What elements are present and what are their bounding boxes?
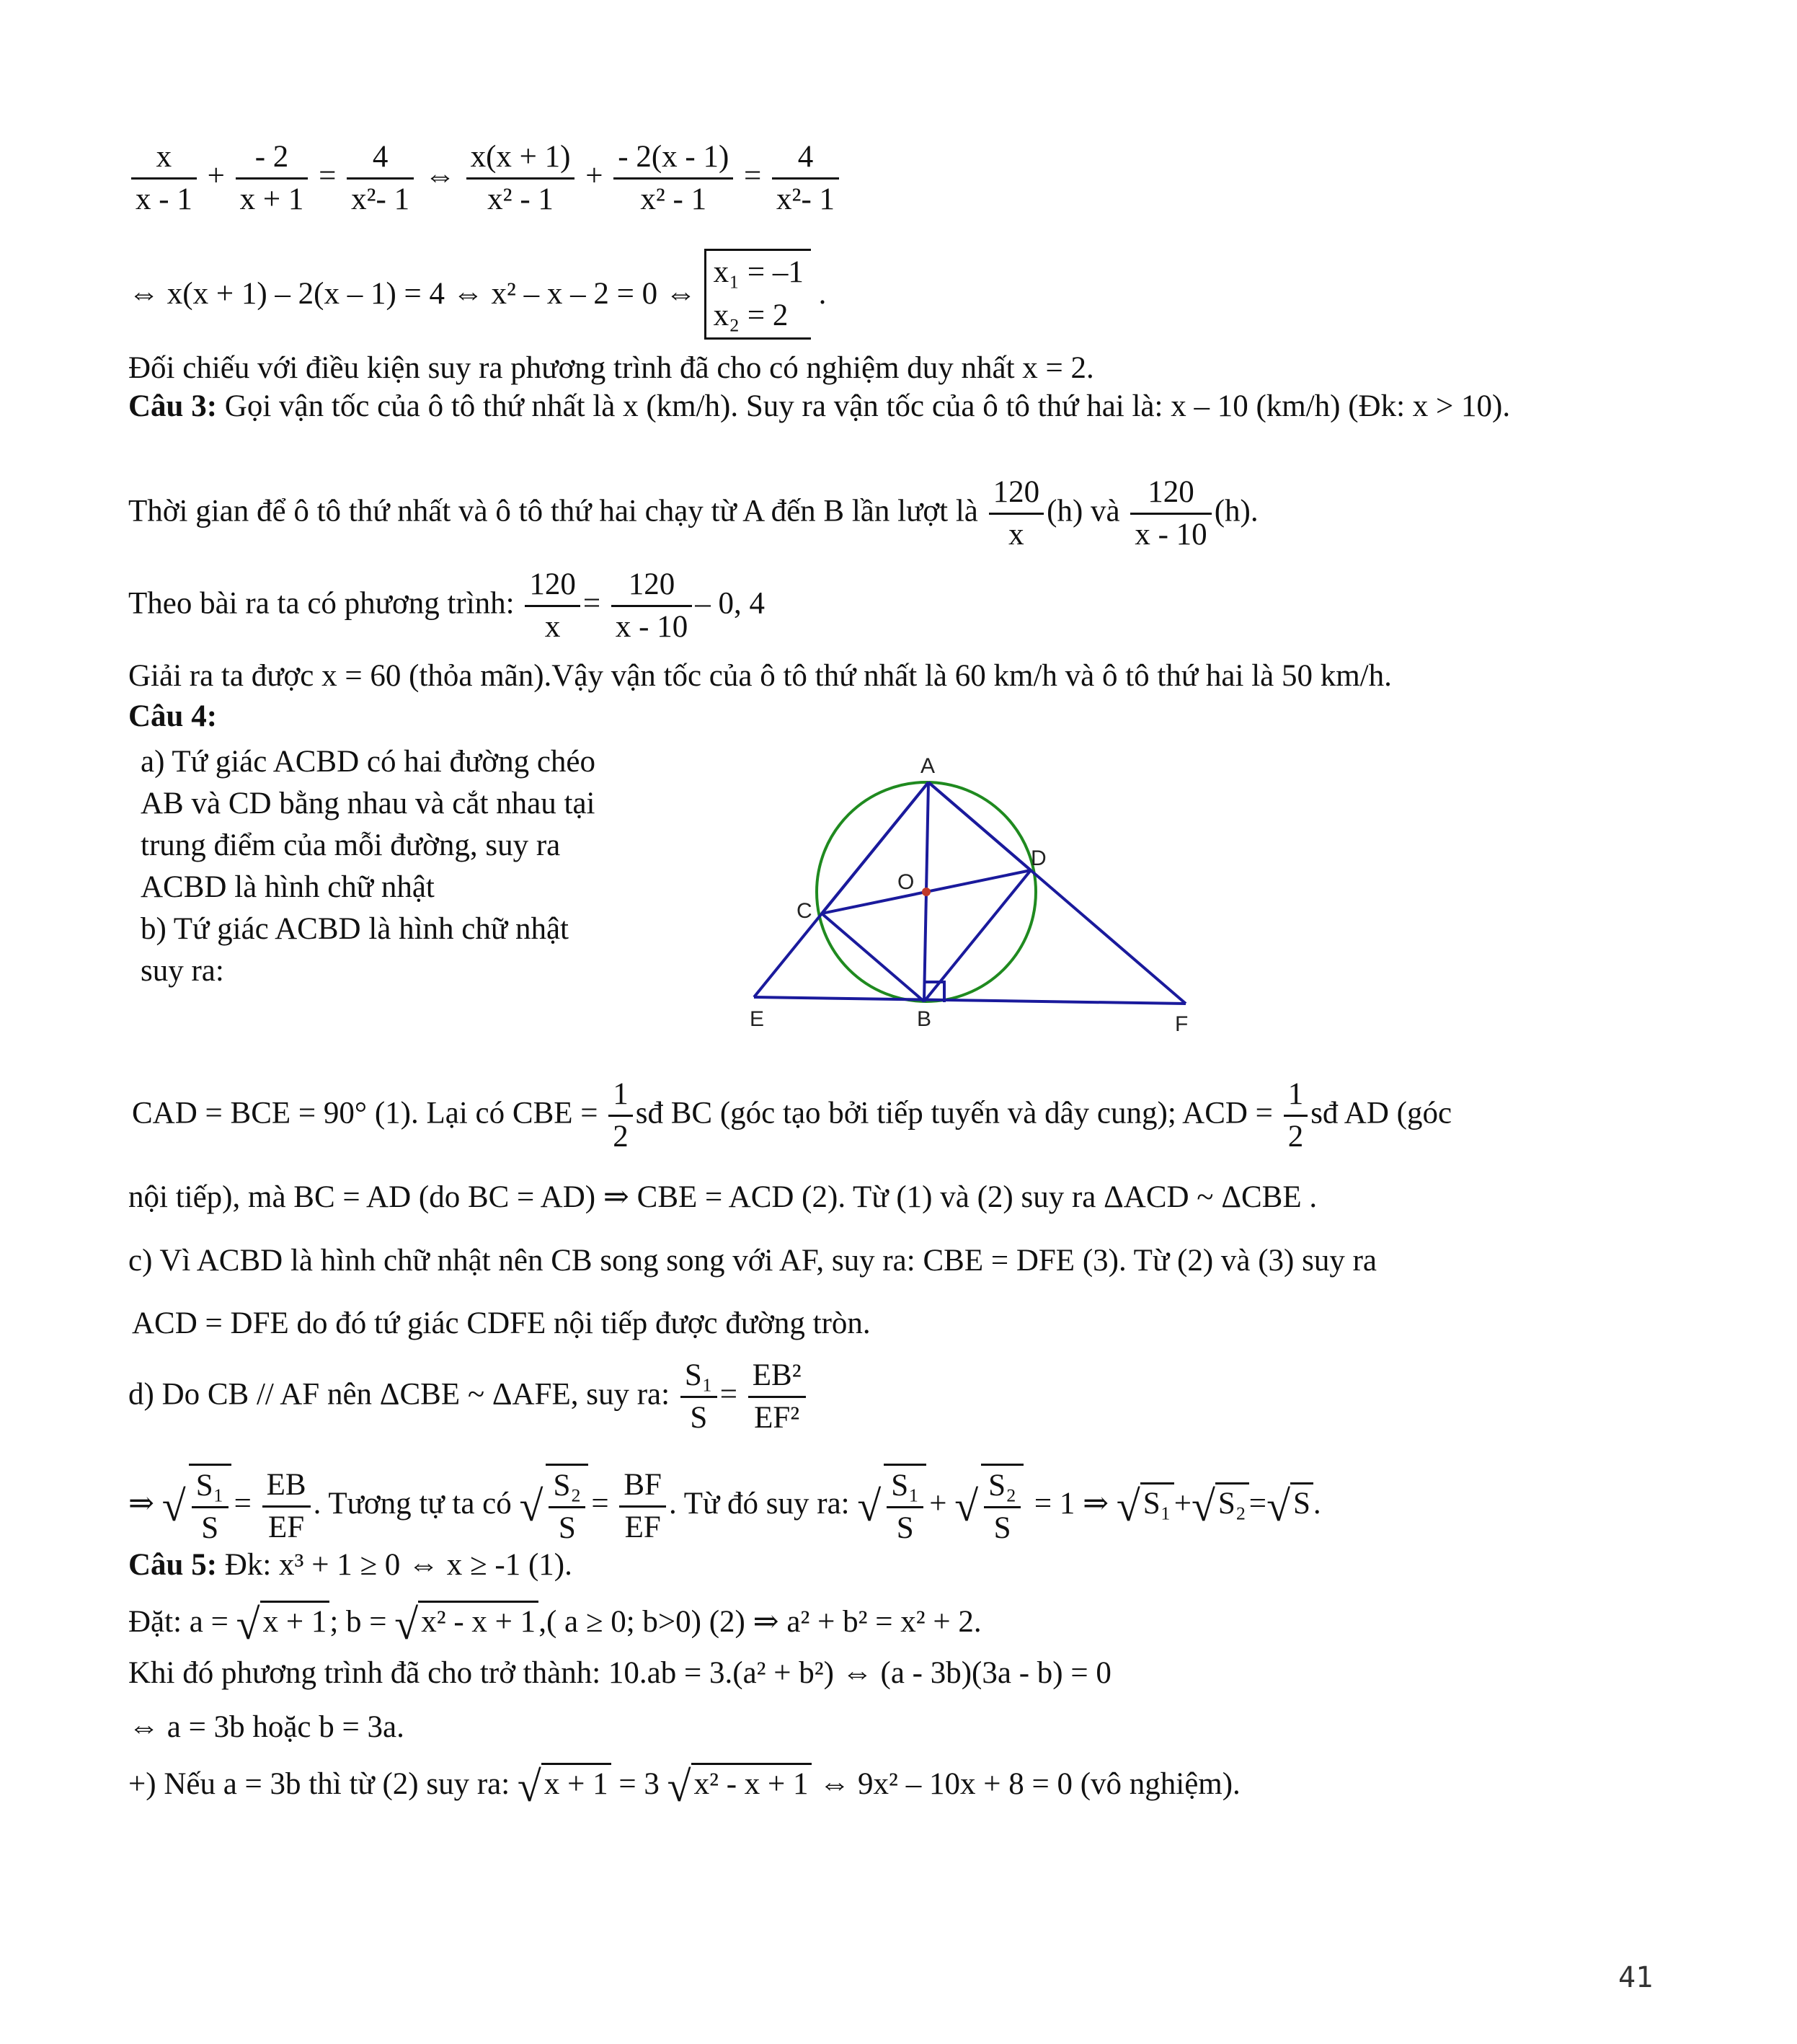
figure-lines — [754, 782, 1186, 1004]
angle-line-2: nội tiếp), mà BC = AD (do BC = AD) ⇒ CBE = ACD (2). Từ (1) và (2) suy ra ΔACD ~ ΔCBE . — [128, 1180, 1318, 1214]
case-1-line: +) Nếu a = 3b thì từ (2) suy ra: √x + 1 = 3 √x² - x + 1 ⇔ 9x² – 10x + 8 = 0 (vô nghiệm). — [128, 1763, 1241, 1811]
sqrt-fraction: $\frac{\text{S₂}}{S}$ — [546, 1464, 588, 1549]
part-d-line-1: d) Do CB // AF nên ΔCBE ~ ΔAFE, suy ra: $\frac{\text{S₁}}{S}$ = $\frac{\text{EB²}}{\text{EF²}}$ — [128, 1355, 809, 1438]
question-label: Câu 5: — [128, 1548, 218, 1582]
sqrt-fraction: $\frac{\text{S₁}}{S}$ — [189, 1464, 231, 1549]
page-number: 41 — [1618, 1961, 1654, 1994]
label-f: F — [1175, 1012, 1189, 1036]
part-c-line-2: ACD = DFE do đó tứ giác CDFE nội tiếp được đường tròn. — [132, 1306, 871, 1340]
fraction: $\frac{1}{2}$ — [1284, 1074, 1308, 1157]
fraction: $\frac{BF}{EF}$ — [619, 1465, 666, 1548]
cau-4-label: Câu 4: — [128, 699, 218, 733]
fraction: $\frac{4}{\text{x²- 1}}$ — [772, 137, 839, 220]
fraction: $\frac{x(x + 1)}{\text{x² - 1}}$ — [466, 137, 575, 220]
equation-line-2: ⇔ x(x + 1) – 2(x – 1) = 4 ⇔ x² – x – 2 = 0 ⇔ x₁ = –1 x₂ = 2 . — [128, 249, 826, 340]
geometry-figure — [728, 750, 1218, 1038]
label-a: A — [920, 754, 936, 778]
center-point — [922, 888, 931, 896]
label-c: C — [797, 899, 812, 923]
equation-line-3: Theo bài ra ta có phương trình: $\frac{120}{x}$ = $\frac{120}{x - 10}$ – 0, 4 — [128, 565, 765, 647]
transform-line: Khi đó phương trình đã cho trở thành: 10.ab = 3.(a² + b²) ⇔ (a - 3b)(3a - b) = 0 — [128, 1656, 1112, 1690]
fraction: $\frac{120}{x - 10}$ — [611, 565, 692, 647]
fraction: $\frac{120}{x}$ — [525, 565, 580, 647]
label-b: B — [917, 1007, 932, 1031]
label-e: E — [750, 1007, 765, 1031]
fraction: $\frac{120}{x - 10}$ — [1130, 472, 1211, 555]
fraction: $\frac{EB}{EF}$ — [262, 1465, 311, 1548]
result-line: Giải ra ta được x = 60 (thỏa mãn).Vậy vận tốc của ô tô thứ nhất là 60 km/h và ô tô thứ hai là 50 km/h. — [128, 659, 1392, 693]
part-c-line-1: c) Vì ACBD là hình chữ nhật nên CB song song với AF, suy ra: CBE = DFE (3). Từ (2) và (3) suy ra — [128, 1244, 1377, 1278]
fraction: $\frac{x}{x - 1}$ — [131, 137, 197, 220]
part-d-line-2: ⇒ √ $\frac{\text{S₁}}{S}$ = $\frac{EB}{EF}$ . Tương tự ta có √ $\frac{\text{S₂}}{S}$ = $\frac{BF}{EF}$ . Từ đó suy ra: √ $\frac{\text{S₁}}{S}$ + √ $\frac{\text{S₂}}{S}$ = 1 ⇒ √S₁+√S₂=√S. — [128, 1464, 1321, 1549]
fraction: $\frac{\text{S₁}}{S}$ — [680, 1355, 717, 1438]
case-line: ⇔ a = 3b hoặc b = 3a. — [128, 1710, 404, 1744]
fraction: $\frac{4}{\text{x²- 1}}$ — [347, 137, 414, 220]
fraction: $\frac{\text{EB²}}{\text{EF²}}$ — [748, 1355, 806, 1438]
cau-5: Câu 5: Đk: x³ + 1 ≥ 0 ⇔ x ≥ -1 (1). — [128, 1548, 572, 1582]
fraction: $\frac{- 2}{x + 1}$ — [236, 137, 309, 220]
sqrt-fraction: $\frac{\text{S₂}}{S}$ — [981, 1464, 1024, 1549]
question-label: Câu 3: — [128, 389, 218, 423]
solution-bracket: x₁ = –1 x₂ = 2 — [704, 249, 811, 340]
label-d: D — [1031, 846, 1047, 870]
sqrt-fraction: $\frac{\text{S₁}}{S}$ — [884, 1464, 926, 1549]
fraction: $\frac{1}{2}$ — [608, 1074, 633, 1157]
equation-line-1: $\frac{x}{x - 1}$ + $\frac{- 2}{x + 1}$ = $\frac{4}{\text{x²- 1}}$ ⇔ $\frac{x(x + 1)}{\text{x² - 1}}$ + $\frac{- 2(x - 1)}{\text{x² - 1}}$ = $\frac{4}{\text{x²- 1}}$ — [128, 137, 842, 220]
time-line: Thời gian để ô tô thứ nhất và ô tô thứ hai chạy từ A đến B lần lượt là $\frac{120}{x}$ (h) và $\frac{120}{x - 10}$ (h). — [128, 472, 1259, 555]
fraction: $\frac{120}{x}$ — [989, 472, 1044, 555]
cau-3: Câu 3: Gọi vận tốc của ô tô thứ nhất là x (km/h). Suy ra vận tốc của ô tô thứ hai là: x – 10 (km/h) (Đk: x > 10). — [128, 389, 1511, 423]
conclusion-line: Đối chiếu với điều kiện suy ra phương trình đã cho có nghiệm duy nhất x = 2. — [128, 351, 1094, 385]
substitution-line: Đặt: a = √x + 1; b = √x² - x + 1,( a ≥ 0; b>0) (2) ⇒ a² + b² = x² + 2. — [128, 1601, 982, 1649]
angle-line-1: CAD = BCE = 90° (1). Lại có CBE = $\frac{1}{2}$ sđ BC (góc tạo bởi tiếp tuyến và dây cung); ACD = $\frac{1}{2}$ sđ AD (góc — [132, 1074, 1452, 1157]
label-o: O — [897, 870, 915, 894]
fraction: $\frac{- 2(x - 1)}{\text{x² - 1}}$ — [613, 137, 733, 220]
cau-4-part-a: a) Tứ giác ACBD có hai đường chéo AB và CD bằng nhau và cắt nhau tại trung điểm của mỗi đường, suy ra ACBD là hình chữ nhật b) Tứ giác ACBD là hình chữ nhật suy ra: — [141, 745, 595, 988]
